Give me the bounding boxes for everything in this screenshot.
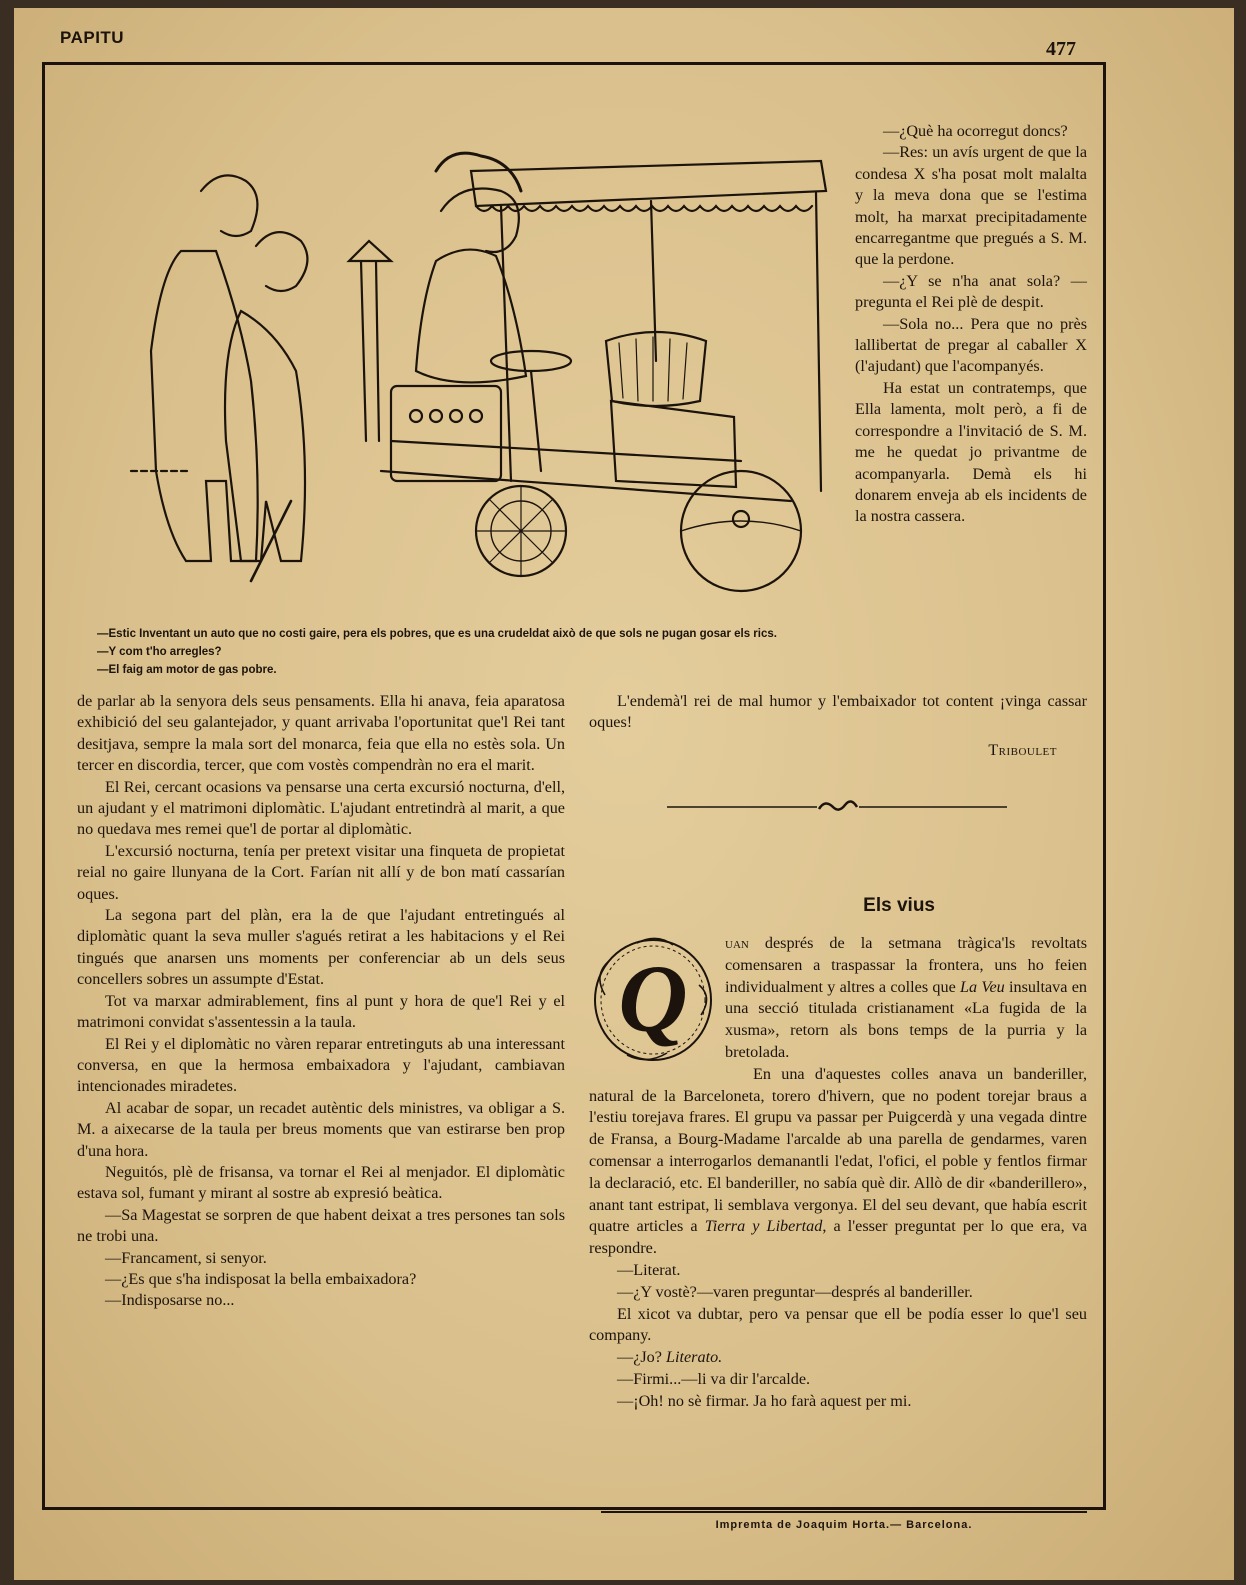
paragraph: L'excursió nocturna, tenía per pretext visitar una finqueta de propietat reial no gaire llunyana de la Cort. Farían nit allí y de bon matí cassarían oques. — [77, 841, 565, 903]
engraving-illustration — [91, 111, 831, 611]
paragraph: —Indisposarse no... — [105, 1291, 235, 1310]
short-man-figure — [225, 232, 307, 561]
article-title: Els vius — [863, 895, 935, 916]
paragraph: —Sa Magestat se sorpren de que habent deixat a tres persones tan sols ne trobi una. — [77, 1205, 565, 1246]
paragraph: —¿Què ha ocorregut doncs? — [883, 122, 1068, 140]
paragraph: —Firmi...—li va dir l'arcalde. — [617, 1369, 811, 1388]
author-signature: Triboulet — [988, 741, 1057, 759]
caption-line: —Estic Inventant un auto que no costi gaire, pera els pobres, que es una crudeldat això de que sols ne pugan gosar els rics. — [97, 628, 777, 640]
paragraph: Ha estat un contratemps, que Ella lamenta, molt però, a fi de correspondre a l'invitació de S. M. me he quedat jo privantme de acompanyarla. Demà els hi donarem enveja ab els incidents de la nostra cassera. — [855, 378, 1087, 526]
paragraph: —Res: un avís urgent de que la condesa X s'ha posat molt malalta y la meva dona que se l'estima molt, ha marxat precipitadamente encarregantme que pregués a S. M. que la perdone. — [855, 143, 1087, 269]
paragraph: —Sola no... Pera que no près lallibertat de pregar al caballer X (l'ajudant) que l'acompanyés. — [855, 314, 1087, 376]
paragraph: En una d'aquestes colles anava un banderiller, natural de la Barceloneta, torero d'hivern, que no podent torejar braus a l'estiu torejava frares. El grupu va passar per Puigcerdà y una vegada dintre de Fransa, a Bourg-Madame l'arcalde ab una parella de gendarmes, varen comensar a interrogarlos demanantli l'edat, l'ofici, el poble y fentlos firmar la declaració, etc. El banderiller, no sabía què dir. Allò de dir «banderillero», anant tant estripat, li semblava vergonya. El del seu devant, que había escrit quatre articles a Tierra y Libertad, a l'esser preguntat per lo que era, va respondre. — [589, 1064, 1087, 1258]
rear-wheel — [681, 471, 801, 591]
steering-wheel — [491, 351, 571, 371]
engine-boiler — [391, 386, 501, 481]
paragraph: Tot va marxar admirablement, fins al punt y hora de que'l Rei y el matrimoni convidat s'assentessin a la taula. — [77, 991, 565, 1032]
paragraph: El Rei, cercant ocasions va pensarse una certa excursió nocturna, d'ell, un ajudant y el matrimoni diplomàtic. L'ajudant entretindrà al marit, a que no quedava mes remei que'l de portar al diplomàtic. — [77, 777, 565, 839]
chimney — [349, 241, 391, 441]
paragraph: —¿Jo? Literato. — [617, 1348, 723, 1367]
paragraph: Al acabar de sopar, un recadet autèntic dels ministres, va obligar a S. M. a aixecarse de la taula per breus moments que van estirarse ben prop d'una hora. — [77, 1098, 565, 1160]
caption-line: —El faig am motor de gas pobre. — [97, 664, 277, 676]
article-body — [589, 933, 1087, 1413]
paragraph: La segona part del plàn, era la de que l'ajudant entretingués al diplomàtic quant la seva muller s'agués retirat a les habitacions y el Rei tingués que anarsen uns moments per conferenciar ab un dels seus concellers sobres un assumpte d'Estat. — [77, 906, 565, 989]
page-frame — [42, 62, 1106, 1531]
paragraph: —¿Y se n'ha anat sola? —pregunta el Rei plè de despit. — [855, 271, 1087, 312]
page-number: 477 — [1046, 38, 1076, 60]
bottom-left-column — [77, 691, 565, 1312]
flourish-divider-icon — [667, 797, 1007, 817]
illustration-caption — [75, 625, 835, 679]
canopy-post — [816, 193, 821, 491]
canopy-roof — [471, 161, 826, 206]
running-head: PAPITU — [60, 28, 125, 47]
article-lead-paragraph: uan després de la setmana tràgica'ls revoltats comensaren a traspassar la frontera, uns ho feien individualment y altres a colles que La Veu insultava en una secció titulada cristianament «La fugida de la xusma», retorn als bons temps de la purria y la bretolada. — [725, 934, 1087, 1061]
caption-line: —Y com t'ho arregles? — [97, 646, 222, 658]
paragraph: —¿Es que s'ha indisposat la bella embaixadora? — [105, 1269, 417, 1288]
svg-text:Q: Q — [618, 945, 688, 1052]
paragraph: —Francament, si senyor. — [105, 1248, 267, 1267]
magazine-page — [14, 8, 1234, 1580]
paragraph: El Rei y el diplomàtic no vàren reparar entretinguts ab una interessant conversa, en que la hermosa embaixadora y l'ajudant, cambiavan intencionades miradetes. — [77, 1034, 565, 1096]
paragraph: de parlar ab la senyora dels seus pensaments. Ella hi anava, feia aparatosa exhibició del seu galantejador, y quant arrivaba l'oportunitat que'l Rei tant desitjava, sempre la mala sort del monarca, feia que ella no estès sola. Un tercer en discordia, tercer, que com vostès compendràn no era el marit. — [77, 692, 565, 775]
tall-man-figure — [151, 175, 258, 561]
story-ending — [589, 691, 1087, 761]
paragraph: L'endemà'l rei de mal humor y l'embaixador tot content ¡vinga cassar oques! — [589, 692, 1087, 732]
paragraph: Neguitós, plè de frisansa, va tornar el Rei al menjador. El diplomàtic estava sol, fumant y mirant al sostre ab expresió beàtica. — [77, 1162, 565, 1203]
paragraph: —Literat. — [617, 1260, 681, 1279]
divider-rule — [601, 1511, 1087, 1513]
top-right-column — [855, 121, 1087, 528]
paragraph: —¡Oh! no sè firmar. Ja ho farà aquest per mi. — [617, 1391, 912, 1410]
paragraph: —¿Y vostè?—varen preguntar—després al banderiller. — [617, 1282, 973, 1301]
car-body — [611, 401, 736, 487]
printer-imprint: Impremta de Joaquim Horta.— Barcelona. — [715, 1519, 973, 1531]
paragraph: El xicot va dubtar, pero va pensar que ell be podía esser lo que'l seu company. — [589, 1304, 1087, 1345]
canopy-fringe — [476, 206, 812, 211]
ornamental-dropcap-icon — [587, 935, 719, 1065]
